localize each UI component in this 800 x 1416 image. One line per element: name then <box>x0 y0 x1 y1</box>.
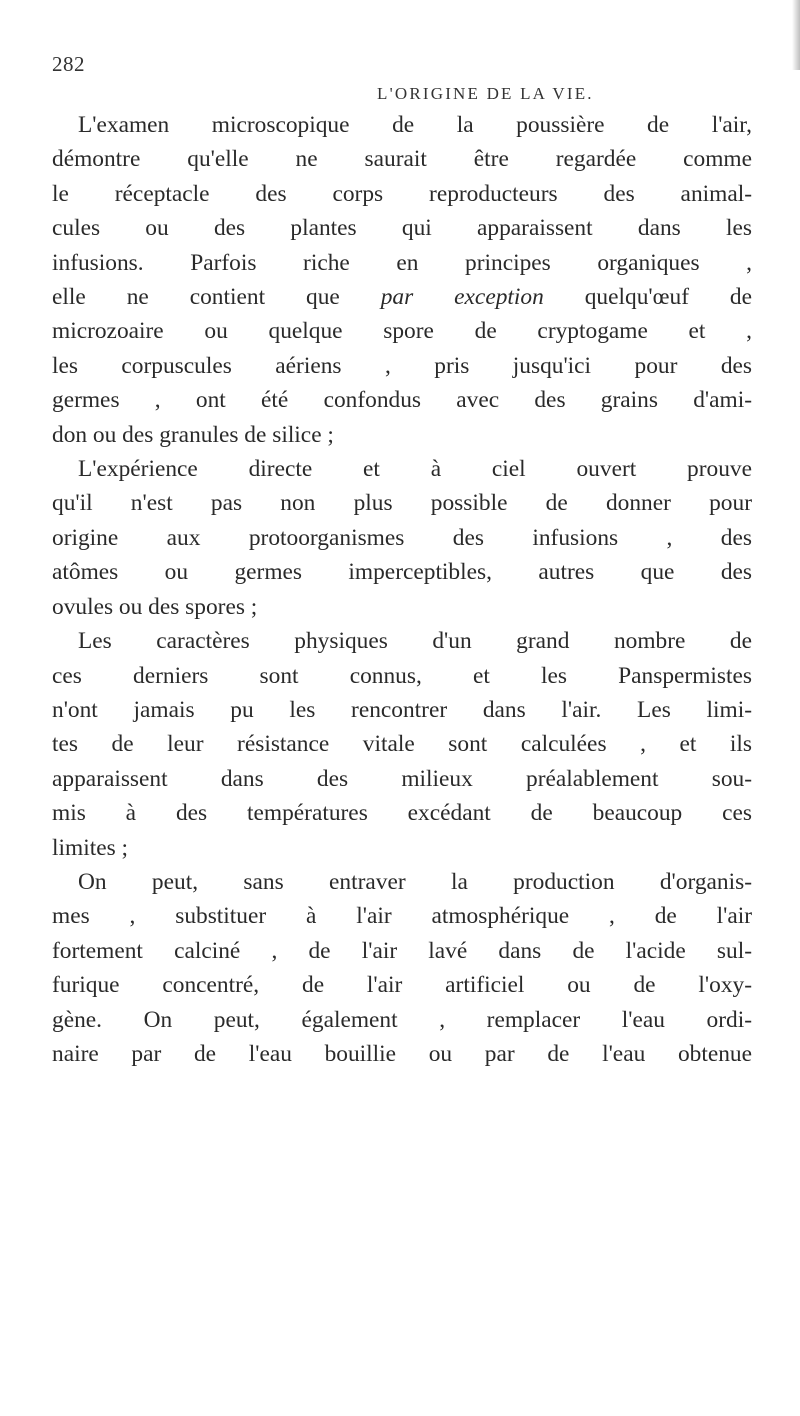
text-line: démontre qu'elle ne saurait être regardée comme <box>52 146 752 173</box>
text-line: furique concentré, de l'air artificiel ou de l'oxy- <box>52 972 752 999</box>
text-line: qu'il n'est pas non plus possible de donner pour <box>52 490 752 517</box>
text-line: origine aux protoorganismes des infusions , des <box>52 524 752 551</box>
text-line: les corpuscules aériens , pris jusqu'ici pour des <box>52 352 752 379</box>
running-title: L'ORIGINE DE LA VIE. <box>377 84 594 103</box>
text-line: ces derniers sont connus, et les Panspermistes <box>52 662 752 689</box>
text-line: L'expérience directe et à ciel ouvert prouve <box>78 456 752 483</box>
text-line: cules ou des plantes qui apparaissent dans les <box>52 215 752 242</box>
text-line: tes de leur résistance vitale sont calculées , et ils <box>52 731 752 758</box>
page-header <box>52 52 780 102</box>
body-text <box>52 108 752 1071</box>
text-line: Les caractères physiques d'un grand nombre de <box>78 628 752 655</box>
text-line: gène. On peut, également , remplacer l'eau ordi- <box>52 1006 752 1033</box>
text-line: mes , substituer à l'air atmosphérique , de l'air <box>52 903 752 930</box>
text-line: ovules ou des spores ; <box>52 593 258 620</box>
text-line: naire par de l'eau bouillie ou par de l'eau obtenue <box>52 1040 752 1067</box>
page-edge-shadow <box>792 0 800 70</box>
text-segment: elle ne contient que <box>52 284 340 311</box>
text-line: fortement calciné , de l'air lavé dans de l'acide sul- <box>52 937 752 964</box>
text-line: infusions. Parfois riche en principes organiques , <box>52 249 752 276</box>
text-line: le réceptacle des corps reproducteurs des animal- <box>52 180 752 207</box>
text-line: germes , ont été confondus avec des grains d'ami- <box>52 387 752 414</box>
italic-phrase: par exception <box>380 284 544 311</box>
text-line: L'examen microscopique de la poussière de l'air, <box>78 112 752 138</box>
text-line <box>52 280 752 314</box>
text-line: atômes ou germes imperceptibles, autres que des <box>52 559 752 586</box>
text-line: don ou des granules de silice ; <box>52 421 334 448</box>
text-line: mis à des températures excédant de beaucoup ces <box>52 800 752 827</box>
text-line: microzoaire ou quelque spore de cryptogame et , <box>52 318 752 345</box>
page-number: 282 <box>52 52 85 76</box>
text-line: n'ont jamais pu les rencontrer dans l'air. Les limi- <box>52 696 752 723</box>
text-line: apparaissent dans des milieux préalablement sou- <box>52 765 752 792</box>
text-line: limites ; <box>52 834 129 861</box>
text-line: On peut, sans entraver la production d'organis- <box>78 868 752 895</box>
text-segment: quelqu'œuf de <box>584 284 753 311</box>
